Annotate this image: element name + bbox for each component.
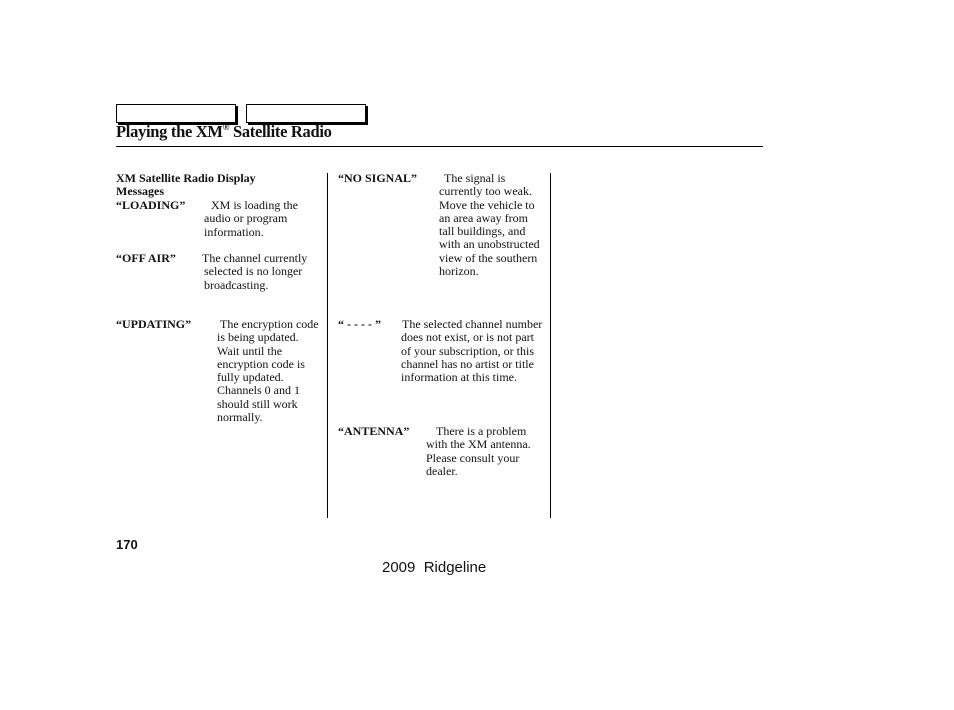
- page-number: 170: [116, 537, 138, 552]
- section-heading: XM Satellite Radio Display Messages: [116, 171, 256, 199]
- message-description-antenna: There is a problem with the XM antenna. Please consult your dealer.: [426, 424, 531, 478]
- header-tab-box-1: [116, 104, 236, 123]
- message-description-dashes: The selected channel number does not exist, or is not part of your subscription, or this channel has no artist or title information at this time.: [401, 317, 543, 385]
- message-description-no-signal: The signal is currently too weak. Move the vehicle to an area away from tall buildings, and with an unobstructed view of the southern horizon.: [439, 171, 540, 279]
- message-description-off-air: The channel currently selected is no longer broadcasting.: [202, 251, 308, 292]
- message-label-off-air: “OFF AIR”: [116, 251, 176, 265]
- message-label-updating: “UPDATING”: [116, 317, 192, 331]
- header-tab-box-2: [246, 104, 366, 123]
- message-label-loading: “LOADING”: [116, 198, 186, 212]
- column-divider-2: [550, 173, 551, 518]
- registered-mark: ®: [222, 122, 230, 132]
- message-description-loading: XM is loading the audio or program information.: [204, 198, 298, 239]
- page-title-prefix: Playing the XM: [116, 122, 223, 141]
- page-title: [116, 122, 332, 142]
- title-rule: [116, 146, 763, 147]
- column-divider-1: [327, 173, 328, 518]
- message-label-dashes: “ - - - - ”: [338, 317, 381, 331]
- message-label-antenna: “ANTENNA”: [338, 424, 410, 438]
- footer-model-name: 2009 Ridgeline: [382, 559, 487, 576]
- message-description-updating: The encryption code is being updated. Wait until the encryption code is fully updated. Channels 0 and 1 should still work normally.: [217, 317, 319, 425]
- page-title-suffix: Satellite Radio: [229, 122, 332, 141]
- message-label-no-signal: “NO SIGNAL”: [338, 171, 418, 185]
